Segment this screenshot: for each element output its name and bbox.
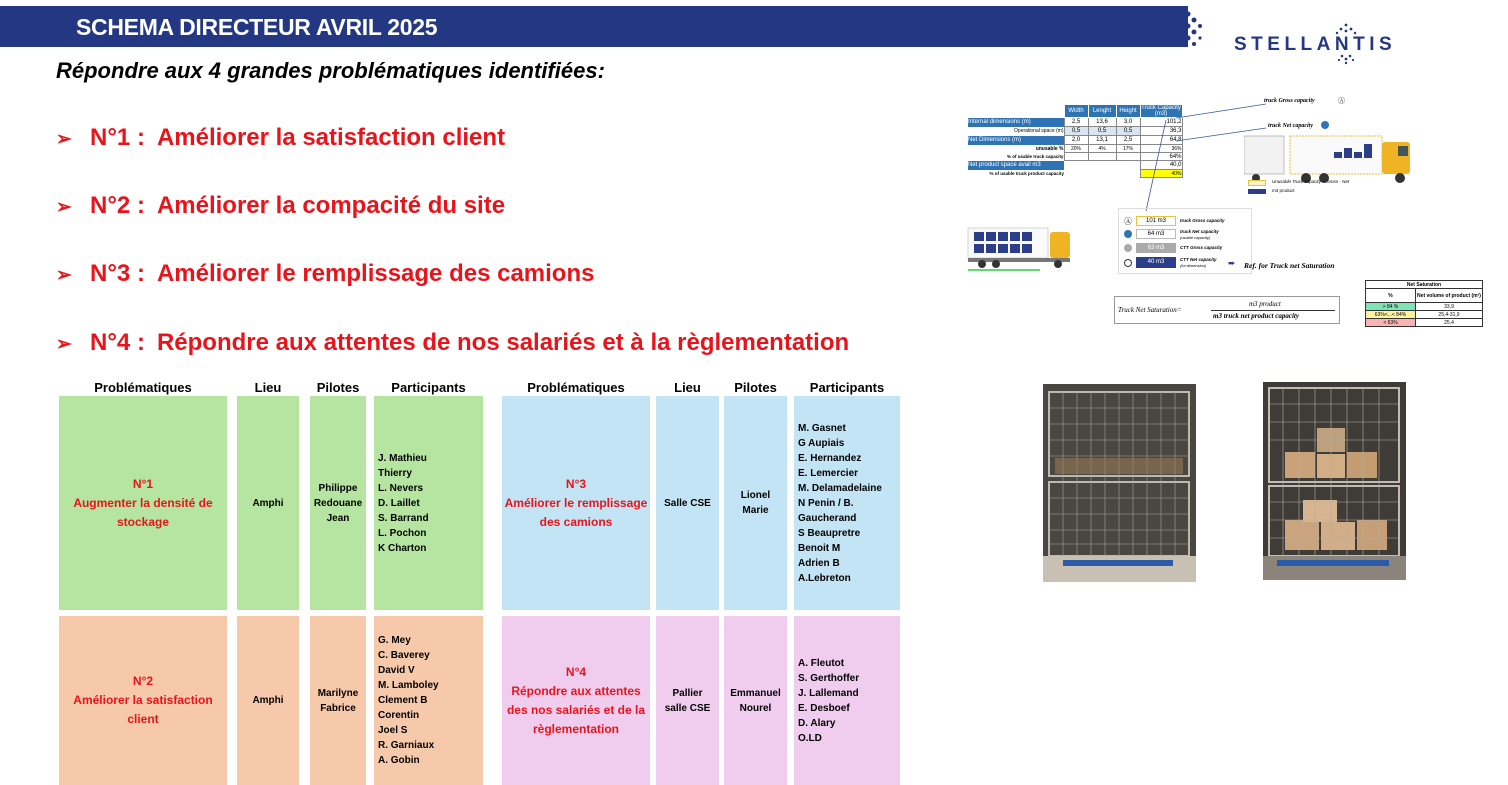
saturation-table: Net Saturation % Net volume of product (m³) > 84 % 33,9 63%<...< 84% 25,4-31,9 < 63% 25,4 (1365, 280, 1483, 327)
goal-1: ➢ N°1 : Améliorer la satisfaction client (56, 124, 506, 151)
stellantis-logo (1234, 30, 1446, 66)
goal-text: Améliorer la satisfaction client (156, 124, 506, 151)
pilots-cell-4: Emmanuel Nourel (724, 616, 787, 785)
marker-b-icon (1321, 121, 1329, 129)
circle-a-icon: Ⓐ (1124, 217, 1132, 226)
capacity-label-1: truck Gross capacity (1180, 218, 1225, 223)
small-truck-illustration (966, 222, 1076, 272)
participants-cell-1: J. Mathieu Thierry L. Nevers D. Laillet S. Barrand L. Pochon K Charton (374, 396, 483, 610)
goal-text: Améliorer le remplissage des camions (156, 260, 595, 287)
goal-2: ➢ N°2 : Améliorer la compacité du site (56, 192, 506, 219)
place-cell-2: Amphi (237, 616, 299, 785)
arrow-bullet-icon: ➢ (56, 334, 72, 355)
capacity-sub-2: (usable capacity) (1180, 235, 1211, 240)
capacity-value-4: 40 m3 (1136, 257, 1176, 268)
capacity-table: Width Lenght Height Truck Capacity (m3) Internal dimensions (m) 2,5 13,6 3,0 101,2 Operational space (m) 0,5 0,5 0,5 36,3 Net Dimensions (m) 2,0 13,1 2,5 64,8 unusable % 20% 4% 17% 36% % of usable truck capacity 64% Net product space avail m3 40,0 % of usable truck product capacity 40% (968, 105, 1182, 177)
legend-product-swatch (1248, 189, 1266, 194)
arrow-bullet-icon: ➢ (56, 265, 72, 286)
participants-cell-2: G. Mey C. Baverey David V M. Lamboley Clement B Corentin Joel S R. Garniaux A. Gobin (374, 616, 483, 785)
net-capacity-label: truck Net capacity (1268, 123, 1313, 129)
circle-c-icon (1124, 244, 1132, 252)
capacity-label-3: CTT Gross capacity (1180, 245, 1223, 250)
goal-3: ➢ N°3 : Améliorer le remplissage des camions (56, 260, 595, 287)
logo-dots-icon (1332, 22, 1360, 66)
circle-d-icon (1124, 259, 1132, 267)
legend-product-label: m3 product (1272, 188, 1295, 193)
pilots-cell-1: Philippe Redouane Jean (310, 396, 366, 610)
header-participants: Participants (391, 380, 466, 395)
participants-cell-3: M. Gasnet G Aupiais E. Hernandez E. Lemercier M. Delamadelaine N Penin / B. Gaucherand S Beaupretre Benoit M Adrien B A.Lebreton (794, 396, 900, 610)
truck-illustration (1244, 132, 1420, 186)
arrow-bullet-icon: ➢ (56, 197, 72, 218)
problem-cell-4: N°4 Répondre aux attentes des nos salariés et de la règlementation (502, 616, 650, 785)
goal-text: Améliorer la compacité du site (156, 192, 506, 219)
gross-capacity-label: truck Gross capacity (1264, 98, 1315, 104)
capacity-label-4: CTT Net capacity (1180, 257, 1217, 262)
capacity-sub-4: (lot dimension) (1180, 263, 1207, 268)
brand-name: STELLANTIS (1234, 34, 1397, 55)
subtitle: Répondre aux 4 grandes problématiques identifiées: (56, 58, 605, 83)
problem-cell-1: N°1 Augmenter la densité de stockage (59, 396, 227, 610)
truck-capacity-diagram (966, 96, 1486, 336)
goal-text: Répondre aux attentes de nos salariés et à la règlementation (156, 329, 850, 356)
header-problem-2: Problématiques (527, 380, 625, 395)
header-pilots: Pilotes (316, 380, 360, 395)
legend-unusable-swatch (1248, 180, 1266, 186)
capacity-value-1: 101 m3 (1136, 216, 1176, 226)
place-cell-3: Salle CSE (656, 396, 719, 610)
place-cell-1: Amphi (237, 396, 299, 610)
arrow-bullet-icon: ➢ (56, 129, 72, 150)
capacity-label-2: truck Net capacity (1180, 229, 1219, 234)
ref-arrow-icon: ➨ (1228, 258, 1236, 268)
circle-b-icon (1124, 230, 1132, 238)
participants-cell-4: A. Fleutot S. Gerthoffer J. Lallemand E. Desboef D. Alary O.LD (794, 616, 900, 785)
page-title: SCHEMA DIRECTEUR AVRIL 2025 (76, 14, 438, 40)
wire-container-photo-1 (1043, 384, 1196, 582)
header-problem: Problématiques (94, 380, 192, 395)
header-place-2: Lieu (674, 380, 701, 395)
ref-label: Ref. for Truck net Saturation (1244, 261, 1335, 270)
problem-cell-2: N°2 Améliorer la satisfaction client (59, 616, 227, 785)
header-place: Lieu (254, 380, 282, 395)
problem-cell-3: N°3 Améliorer le remplissage des camions (502, 396, 650, 610)
capacity-value-3: 63 m3 (1136, 243, 1176, 253)
place-cell-4: Pallier salle CSE (656, 616, 719, 785)
saturation-formula: Truck Net Saturation= m3 product m3 truck net product capacity (1114, 296, 1340, 324)
pilots-cell-2: Marilyne Fabrice (310, 616, 366, 785)
pilots-cell-3: Lionel Marie (724, 396, 787, 610)
header-pilots-2: Pilotes (734, 380, 777, 395)
goal-4: ➢ N°4 : Répondre aux attentes de nos salariés et à la règlementation (56, 329, 850, 356)
capacity-value-2: 64 m3 (1136, 229, 1176, 239)
header-dots-decoration (1182, 8, 1210, 48)
header-participants-2: Participants (809, 380, 885, 395)
wire-container-photo-2 (1263, 382, 1406, 580)
marker-a-icon: Ⓐ (1338, 98, 1345, 105)
legend-unusable-label: Unusable Truck capacity = Gross - Net (1272, 179, 1350, 184)
